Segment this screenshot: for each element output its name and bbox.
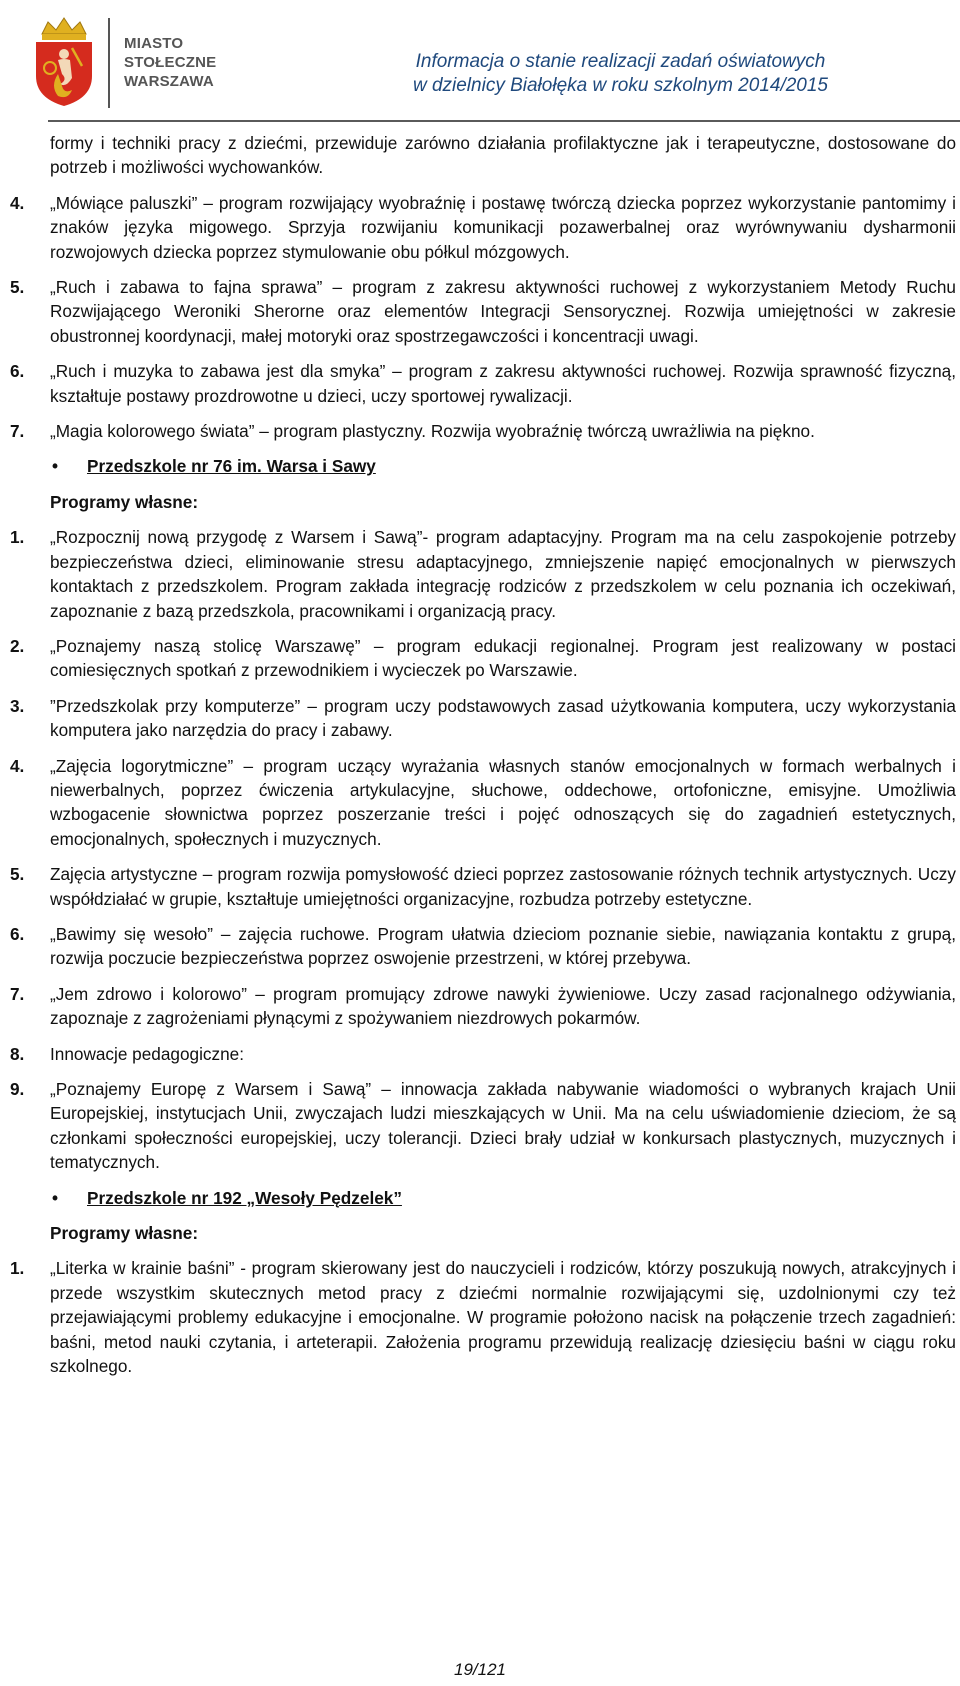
list-item-text: Innowacje pedagogiczne: — [50, 1043, 244, 1064]
logo-wordmark — [124, 34, 216, 91]
list-item-text: „Poznajemy naszą stolicę Warszawę” – program edukacji regionalnej. Program jest realizowany w postaci comiesięcznych spotkań z przewodnikiem i wycieczek po Warszawie. — [50, 635, 956, 681]
list-item — [10, 1256, 956, 1378]
list-item-text: „Zajęcia logorytmiczne” – program uczący wyrażania własnych stanów emocjonalnych w formach werbalnych i niewerbalnych, poprzez ćwiczenia artykulacyjne, słuchowe, oddechowe, ortofoniczne, emisyjne. Umożliwia wzbogacenie słownictwa poprzez poszerzanie treści i pojęć odnoszących się do zagadnień estetycznych, emocjonalnych, społecznych i muzycznych. — [50, 755, 956, 849]
program-list-previous — [10, 191, 956, 444]
bullet-icon: • — [52, 1187, 59, 1208]
list-item-number: 5. — [10, 277, 25, 298]
list-item-number: 1. — [10, 527, 25, 548]
logo-line-1: MIASTO — [124, 35, 184, 52]
warsaw-mermaid-emblem-icon — [28, 12, 100, 108]
program-list-przedszkole-192 — [10, 1256, 956, 1378]
list-item-number: 9. — [10, 1079, 25, 1099]
logo-divider — [108, 18, 110, 108]
list-item — [10, 359, 956, 408]
subheading-programy-wlasne: Programy własne: — [50, 491, 199, 512]
list-item — [10, 275, 956, 348]
list-item-number: 8. — [10, 1043, 25, 1064]
logo-line-3: WARSZAWA — [124, 73, 214, 90]
list-item-number: 6. — [10, 361, 25, 382]
list-item — [10, 982, 956, 1031]
header-rule — [48, 120, 960, 122]
list-item-number: 2. — [10, 635, 25, 656]
intro-continuation: formy i techniki pracy z dziećmi, przewiduje zarówno działania profilaktyczne jak i terapeutyczne, dostosowane do potrzeb i możliwości wychowanków. — [50, 133, 956, 178]
list-item-number: 4. — [10, 192, 25, 213]
logo-line-2: STOŁECZNE — [124, 54, 217, 71]
list-item-text: ”Przedszkolak przy komputerze” – program uczy podstawowych zasad użytkowania komputera, uczy wykorzystania komputera jako narzędzia do pracy i zabawy. — [50, 695, 956, 741]
section-heading-przedszkole-192 — [10, 1186, 956, 1210]
list-item-text: „Mówiące paluszki” – program rozwijający wyobraźnię i postawę twórczą dziecka poprzez wykorzystanie pantomimy i znaków języka migowego. Sprzyja rozwijaniu komunikacji pozawerbalnej oraz wyrównywaniu dysharmonii rozwojowych dziecka poprzez stymulowanie obu półkul mózgowych. — [50, 192, 956, 262]
list-item-number: 6. — [10, 923, 25, 944]
list-item-number: 7. — [10, 421, 25, 442]
list-item — [10, 1042, 956, 1066]
list-item-text: „Literka w krainie baśni” - program skierowany jest do nauczycieli i rodziców, którzy poszukują nowych, atrakcyjnych i przede wszystkim skutecznych metod pracy z dziećmi normalnie rozwijającymi się, uzdolnionymi czy też przejawiającymi problemy edukacyjne i emocjonalne. W programie położono nacisk na połączenie trzech zagadnień: baśni, metod nauki czytania, i arteterapii. Założenia programu przewidują realizację dziesięciu baśni w ciągu roku szkolnego. — [50, 1258, 956, 1377]
list-item — [10, 191, 956, 264]
section-heading-text: Przedszkole nr 76 im. Warsa i Sawy — [87, 456, 376, 477]
bullet-icon: • — [52, 456, 59, 477]
list-item — [10, 1077, 956, 1175]
document-title-line-2: w dzielnicy Białołęka w roku szkolnym 2014/2015 — [412, 75, 828, 96]
list-item-number: 7. — [10, 983, 25, 1004]
list-item — [10, 634, 956, 683]
list-item-text: „Poznajemy Europę z Warsem i Sawą” – innowacja zakłada nabywanie wiadomości o wybranych krajach Unii Europejskiej, instytucjach Unii, zwyczajach ludzi mieszkających w Unii. Ma na celu uświadomienie dzieciom, że są członkami społeczności europejskiej, uczy tolerancji. Dzieci brały udział w konkursach plastycznych, muzycznych i tematycznych. — [50, 1079, 956, 1173]
list-item — [10, 862, 956, 911]
section-heading-przedszkole-76 — [10, 454, 956, 478]
list-item-number: 3. — [10, 695, 25, 716]
page-header — [0, 0, 960, 118]
list-item-text: „Ruch i zabawa to fajna sprawa” – program z zakresu aktywności ruchowej z wykorzystaniem Metody Ruchu Rozwijającego Weroniki Sherorne oraz elementów Integracji Sensorycznej. Rozwija umiejętności w zakresie obustronnej koordynacji, małej motoryki oraz spostrzegawczości i koncentracji uwagi. — [50, 277, 956, 346]
list-item — [10, 694, 956, 743]
list-item-text: „Bawimy się wesoło” – zajęcia ruchowe. Program ułatwia dzieciom poznanie siebie, nawiązania kontaktu z grupą, rozwija poczucie bezpieczeństwa poprzez oswojenie przestrzeni, w której przebywa. — [50, 923, 956, 969]
list-item — [10, 754, 956, 852]
list-item-number: 1. — [10, 1258, 25, 1279]
list-item — [10, 419, 956, 443]
list-item — [10, 922, 956, 971]
program-list-przedszkole-76 — [10, 525, 956, 1174]
list-item-text: „Ruch i muzyka to zabawa jest dla smyka” – program z zakresu aktywności ruchowej. Rozwija sprawność fizyczną, kształtuje postawy prozdrowotne u dzieci, uczy sportowej rywalizacji. — [50, 361, 956, 406]
section-heading-text: Przedszkole nr 192 „Wesoły Pędzelek” — [87, 1187, 402, 1208]
list-item-number: 4. — [10, 755, 25, 776]
list-item-text: Zajęcia artystyczne – program rozwija pomysłowość dzieci poprzez zastosowanie różnych technik artystycznych. Uczy współdziałać w grupie, kształtuje umiejętności organizacyjne, rozbudza potrzeby estetyczne. — [50, 864, 956, 909]
list-item-text: „Rozpocznij nową przygodę z Warsem i Sawą”- program adaptacyjny. Program ma na celu zaspokojenie potrzeby bezpieczeństwa dzieci, eliminowanie stresu adaptacyjnego, zmniejszenie napięć emocjonalnych w pierwszych kontaktach z przedszkolem. Program zakłada integrację rodziców z przedszkolem w celu poznania ich oczekiwań, zapoznanie z bazą przedszkola, pracownikami i organizacją pracy. — [50, 527, 956, 621]
document-title — [413, 50, 828, 98]
page-number: 19/121 — [454, 1660, 506, 1679]
document-body — [10, 131, 956, 1389]
document-title-line-1: Informacja o stanie realizacji zadań oświatowych — [415, 51, 826, 72]
list-item-text: „Jem zdrowo i kolorowo” – program promujący zdrowe nawyki żywieniowe. Uczy zasad racjonalnego odżywiania, zapoznaje z zagrożeniami płynącymi z spożywaniem niezdrowych pokarmów. — [50, 983, 956, 1029]
list-item — [10, 525, 956, 623]
list-item-number: 5. — [10, 864, 25, 885]
list-item-text: „Magia kolorowego świata” – program plastyczny. Rozwija wyobraźnię twórczą uwrażliwia na piękno. — [50, 421, 815, 442]
subheading-programy-wlasne: Programy własne: — [50, 1223, 199, 1244]
